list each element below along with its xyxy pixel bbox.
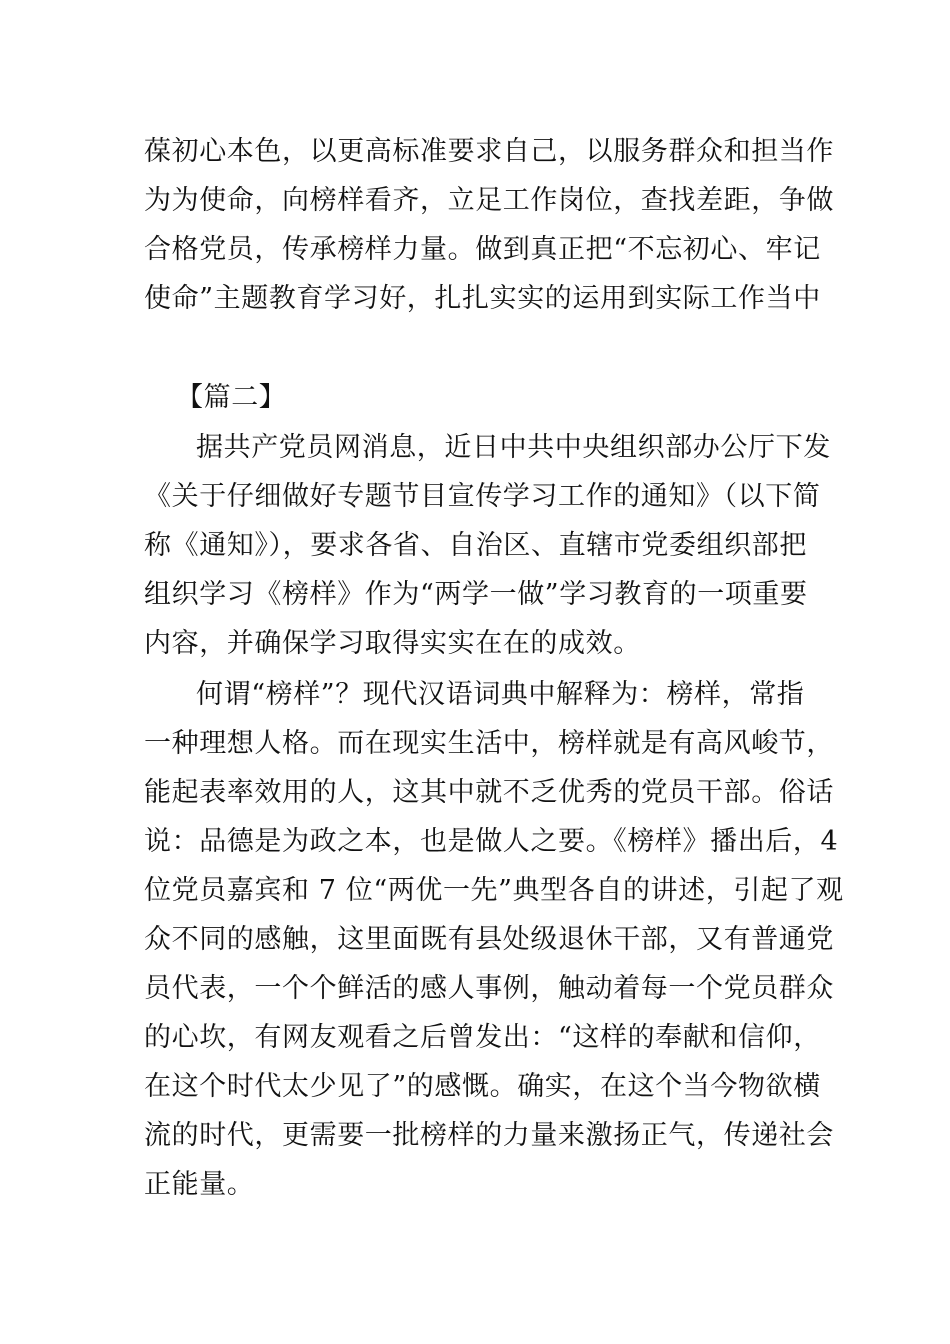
paragraph-1-line: 葆初心本色，以更高标准要求自己，以服务群众和担当作: [144, 136, 834, 167]
paragraph-2-line: 内容，并确保学习取得实实在在的成效。: [144, 628, 641, 659]
paragraph-3-line: 在这个时代太少见了”的感慨。确实，在这个当今物欲横: [144, 1071, 821, 1102]
paragraph-3-line: 正能量。: [144, 1169, 255, 1200]
paragraph-3-line: 位党员嘉宾和 7 位“两优一先”典型各自的讲述，引起了观: [144, 875, 844, 906]
paragraph-3-line: 员代表，一个个鲜活的感人事例，触动着每一个党员群众: [144, 973, 834, 1004]
paragraph-3-line: 流的时代，更需要一批榜样的力量来激扬正气，传递社会: [144, 1120, 834, 1151]
paragraph-1-line: 合格党员，传承榜样力量。做到真正把“不忘初心、牢记: [144, 234, 821, 265]
paragraph-3-line: 何谓“榜样”？现代汉语词典中解释为：榜样，常指: [196, 679, 805, 710]
paragraph-3-line: 众不同的感触，这里面既有县处级退休干部，又有普通党: [144, 924, 834, 955]
paragraph-3-line: 能起表率效用的人，这其中就不乏优秀的党员干部。俗话: [144, 777, 834, 808]
paragraph-2-line: 据共产党员网消息，近日中共中央组织部办公厅下发: [196, 432, 831, 463]
paragraph-2-line: 《关于仔细做好专题节目宣传学习工作的通知》（以下简: [144, 481, 821, 512]
paragraph-3-line: 的心坎，有网友观看之后曾发出：“这样的奉献和信仰，: [144, 1022, 821, 1053]
paragraph-3-line: 说：品德是为政之本，也是做人之要。《榜样》播出后，4: [144, 826, 839, 857]
paragraph-2-line: 称《通知》），要求各省、自治区、直辖市党委组织部把: [144, 530, 807, 561]
paragraph-2-line: 组织学习《榜样》作为“两学一做”学习教育的一项重要: [144, 579, 808, 610]
paragraph-3-line: 一种理想人格。而在现实生活中，榜样就是有高风峻节，: [144, 728, 834, 759]
paragraph-1-line: 为为使命，向榜样看齐，立足工作岗位，查找差距，争做: [144, 185, 834, 216]
section-heading: 【篇二】: [176, 382, 287, 413]
paragraph-1-line: 使命”主题教育学习好，扎扎实实的运用到实际工作当中: [144, 283, 821, 314]
